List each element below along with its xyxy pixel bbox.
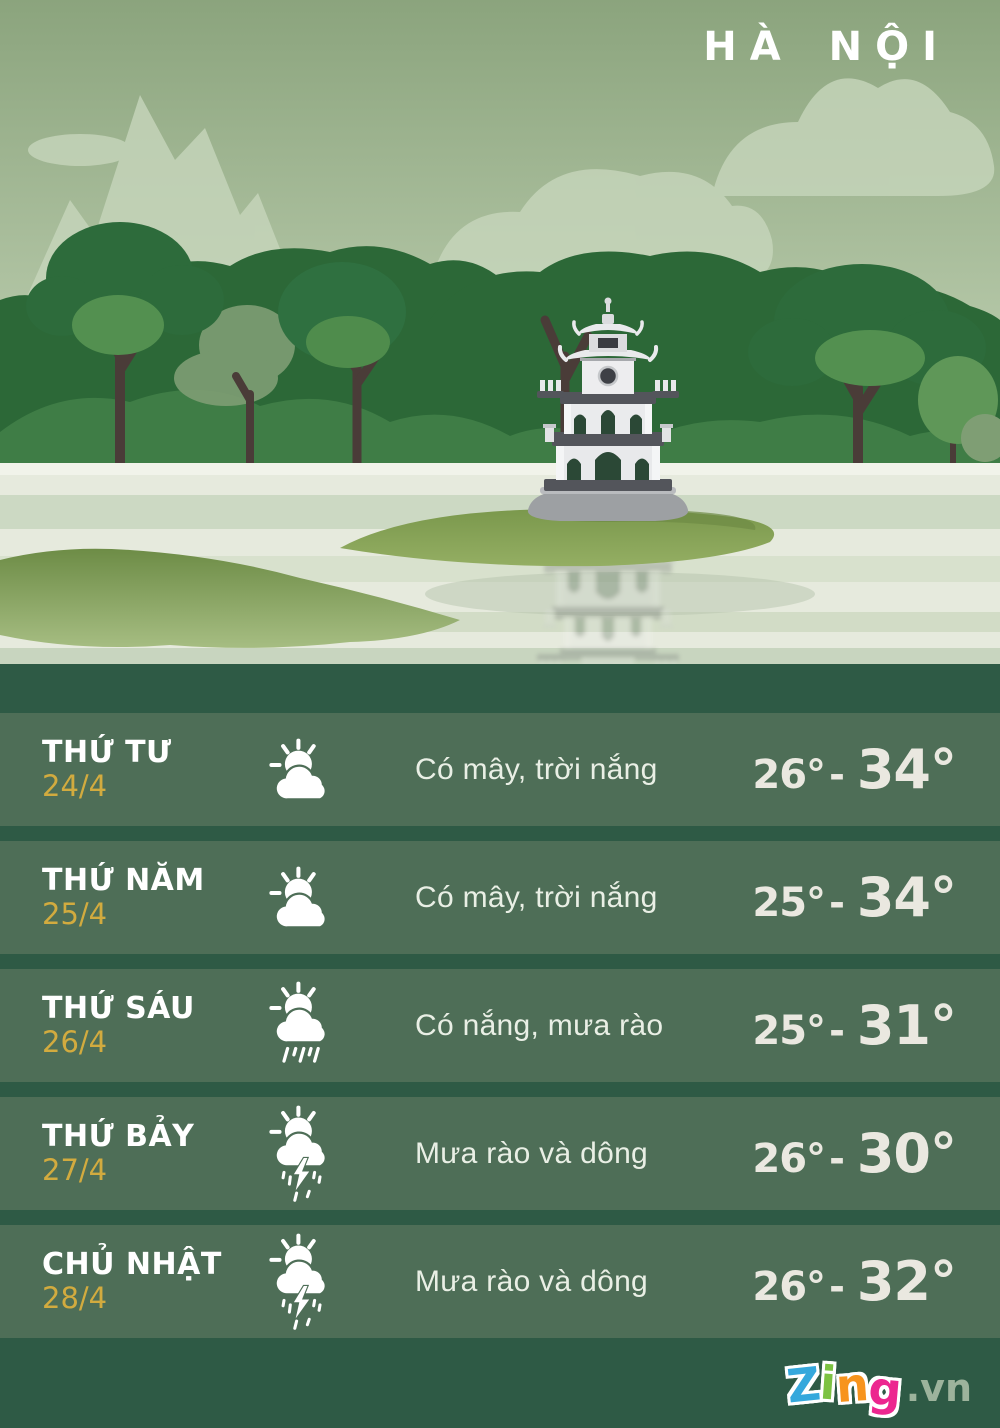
condition-text: Có mây, trời nắng (415, 880, 658, 914)
temp-range (752, 866, 1000, 929)
condition-text: Mưa rào và dông (415, 1264, 649, 1298)
day-date: 26/4 (42, 1024, 108, 1059)
day-name: THỨ BẢY (42, 1119, 195, 1155)
day-date: 27/4 (42, 1152, 108, 1187)
zing-logo[interactable] (784, 1355, 972, 1418)
low-temp: 25° (752, 880, 826, 926)
temp-range (752, 1250, 1000, 1313)
low-temp: 26° (752, 1136, 826, 1182)
temp-dash: - (829, 753, 845, 797)
high-temp: 30° (856, 1122, 956, 1185)
sun-cloud-icon (237, 865, 367, 930)
day-column (42, 992, 237, 1059)
forecast-row-saturday (0, 1097, 1000, 1210)
low-temp: 25° (752, 1008, 826, 1054)
forecast-row-friday (0, 969, 1000, 1082)
condition-text: Có nắng, mưa rào (415, 1008, 664, 1042)
day-date: 24/4 (42, 768, 108, 803)
day-column (42, 864, 237, 931)
sun-cloud-storm-icon (237, 1104, 367, 1203)
day-column (42, 1248, 237, 1315)
low-temp: 26° (752, 1264, 826, 1310)
temp-dash: - (829, 881, 845, 925)
day-date: 25/4 (42, 896, 108, 931)
temp-dash: - (829, 1009, 845, 1053)
logo-letter-z: Z (784, 1356, 823, 1414)
high-temp: 34° (856, 866, 956, 929)
forecast-row-wednesday (0, 713, 1000, 826)
footer (0, 1338, 1000, 1428)
hoan-kiem-lake-illustration (0, 0, 1000, 664)
sun-cloud-icon (237, 737, 367, 802)
condition-text: Mưa rào và dông (415, 1136, 649, 1170)
logo-letter-g: g (866, 1360, 904, 1418)
temp-dash: - (829, 1137, 845, 1181)
day-column (42, 736, 237, 803)
forecast-row-sunday (0, 1225, 1000, 1338)
day-name: THỨ NĂM (42, 863, 205, 899)
day-name: CHỦ NHẬT (42, 1247, 222, 1283)
sun-cloud-rain-icon (237, 980, 367, 1072)
forecast-row-thursday (0, 841, 1000, 954)
city-title: HÀ NỘI (703, 24, 950, 70)
temp-range (752, 994, 1000, 1057)
condition-text: Có mây, trời nắng (415, 752, 658, 786)
forecast-list (0, 713, 1000, 1338)
day-column (42, 1120, 237, 1187)
sun-cloud-storm-icon (237, 1232, 367, 1331)
day-name: THỨ SÁU (42, 991, 195, 1027)
day-date: 28/4 (42, 1280, 108, 1315)
temp-dash: - (829, 1265, 845, 1309)
low-temp: 26° (752, 752, 826, 798)
logo-vn-suffix: .vn (905, 1366, 972, 1410)
logo-letter-n: n (834, 1356, 871, 1414)
high-temp: 34° (856, 738, 956, 801)
hanoi-lake-scene (0, 0, 1000, 664)
high-temp: 31° (856, 994, 956, 1057)
temp-range (752, 1122, 1000, 1185)
logo-letter-i: i (818, 1355, 839, 1411)
temp-range (752, 738, 1000, 801)
high-temp: 32° (856, 1250, 956, 1313)
day-name: THỨ TƯ (42, 735, 172, 771)
